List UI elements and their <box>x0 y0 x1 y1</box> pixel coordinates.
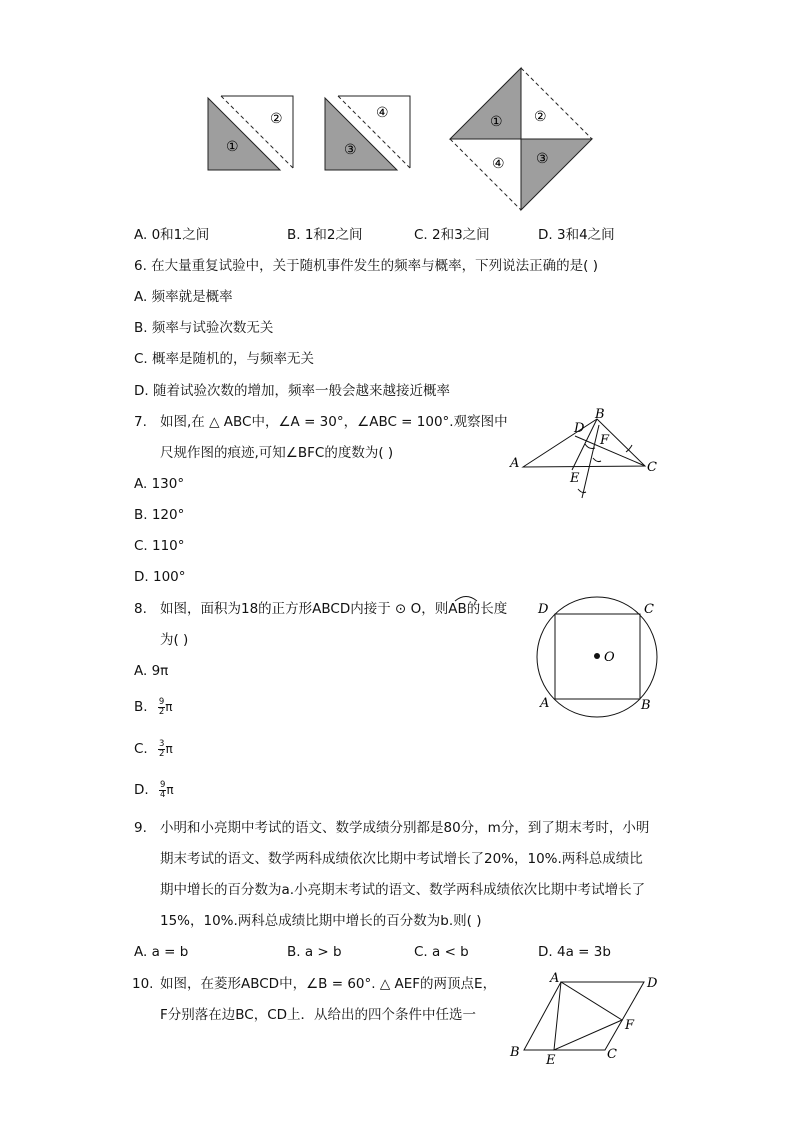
q7-label-c: C <box>647 460 657 475</box>
q7-option-b: B. 120° <box>134 507 185 523</box>
fig-label-1: ① <box>226 139 239 155</box>
q8-arc-mark <box>453 594 479 602</box>
q8-option-b <box>134 694 173 720</box>
q6-stem: 6. 在大量重复试验中，关于随机事件发生的频率与概率，下列说法正确的是( ) <box>134 258 598 274</box>
q6-option-c: C. 概率是随机的，与频率无关 <box>134 351 315 367</box>
q8-label-d: D <box>538 602 549 617</box>
q8-label-c: C <box>644 602 654 617</box>
fig-label-5: ① <box>490 114 503 130</box>
q7-option-d: D. 100° <box>134 569 186 585</box>
q9-option-c: C. a < b <box>414 944 469 960</box>
q7-label-e: E <box>570 471 580 486</box>
paper-fold-figure <box>195 62 615 217</box>
q8-option-a: A. 9π <box>134 663 169 679</box>
q9-line4: 15%，10%.两科总成绩比期中增长的百分数为b.则( ) <box>160 913 482 929</box>
q9-line2: 期末考试的语文、数学两科成绩依次比期中考试增长了20%，10%.两科总成绩比 <box>160 851 643 867</box>
q7-label-b: B <box>595 407 605 422</box>
q7-stem-line2: 尺规作图的痕迹,可知∠BFC的度数为( ) <box>160 445 394 461</box>
fig-label-3: ③ <box>344 142 357 158</box>
fig-label-6: ② <box>534 109 547 125</box>
q8-stem-line1: 如图，面积为18的正方形ABCD内接于 ⊙ O，则AB的长度 <box>160 601 508 617</box>
q5-option-d: D. 3和4之间 <box>538 227 615 243</box>
fig-label-8: ③ <box>536 151 549 167</box>
q8-option-b-label: B. <box>134 699 148 715</box>
q8-d-numerator: 9 <box>159 779 166 790</box>
q8-stem-line2: 为( ) <box>160 632 189 648</box>
q6-option-d: D. 随着试验次数的增加，频率一般会越来越接近概率 <box>134 383 450 399</box>
q8-label-o: O <box>604 650 615 665</box>
q6-option-b: B. 频率与试验次数无关 <box>134 320 274 336</box>
q8-label-a: A <box>540 696 550 711</box>
q7-option-c: C. 110° <box>134 538 185 554</box>
q7-stem-line1: 如图,在 △ ABC中，∠A = 30°，∠ABC = 100°.观察图中 <box>160 414 508 430</box>
q8-c-pi: π <box>165 742 173 756</box>
q10-label-a: A <box>550 971 560 986</box>
q8-d-denominator: 4 <box>159 789 166 800</box>
q9-option-d: D. 4a = 3b <box>538 944 611 960</box>
q9-option-a: A. a = b <box>134 944 189 960</box>
fig-label-7: ④ <box>492 156 505 172</box>
q8-b-pi: π <box>165 700 173 714</box>
q9-option-b: B. a > b <box>287 944 342 960</box>
q8-option-d-label: D. <box>134 782 149 798</box>
q8-c-denominator: 2 <box>159 748 165 759</box>
fig-label-4: ④ <box>376 105 389 121</box>
q10-label-c: C <box>607 1047 617 1062</box>
q10-rhombus-figure <box>505 968 665 1068</box>
q8-number: 8. <box>134 601 147 617</box>
q7-number: 7. <box>134 414 147 430</box>
q7-label-f: F <box>600 433 610 448</box>
q5-option-a: A. 0和1之间 <box>134 227 210 243</box>
q7-label-d: D <box>574 421 585 436</box>
q10-label-f: F <box>625 1018 635 1033</box>
q10-label-e: E <box>546 1053 556 1068</box>
q8-d-pi: π <box>166 783 174 797</box>
q10-label-d: D <box>647 976 658 991</box>
q9-line3: 期中增长的百分数为a.小亮期末考试的语文、数学两科成绩依次比期中考试增长了 <box>160 882 646 898</box>
q10-stem-line2: F分别落在边BC，CD上．从给出的四个条件中任选一 <box>160 1007 477 1023</box>
q9-line1: 小明和小亮期中考试的语文、数学成绩分别都是80分，m分，到了期末考时，小明 <box>160 820 650 836</box>
q9-number: 9. <box>134 820 147 836</box>
q10-number: 10. <box>132 976 154 992</box>
q8-label-b: B <box>641 698 651 713</box>
q8-circle-figure <box>530 595 665 720</box>
q10-label-b: B <box>510 1045 520 1060</box>
q8-b-numerator: 9 <box>158 696 165 707</box>
q8-option-c-label: C. <box>134 741 148 757</box>
q8-b-denominator: 2 <box>158 706 165 717</box>
q8-option-d <box>134 777 174 803</box>
q7-triangle-figure <box>505 405 665 505</box>
q7-option-a: A. 130° <box>134 476 185 492</box>
fig-label-2: ② <box>270 111 283 127</box>
q7-label-a: A <box>510 456 520 471</box>
q8-option-c <box>134 736 173 762</box>
q10-stem-line1: 如图，在菱形ABCD中，∠B = 60°. △ AEF的两顶点E， <box>160 976 497 992</box>
q5-option-b: B. 1和2之间 <box>287 227 363 243</box>
q5-option-c: C. 2和3之间 <box>414 227 490 243</box>
q6-option-a: A. 频率就是概率 <box>134 289 233 305</box>
q8-c-numerator: 3 <box>159 738 165 749</box>
